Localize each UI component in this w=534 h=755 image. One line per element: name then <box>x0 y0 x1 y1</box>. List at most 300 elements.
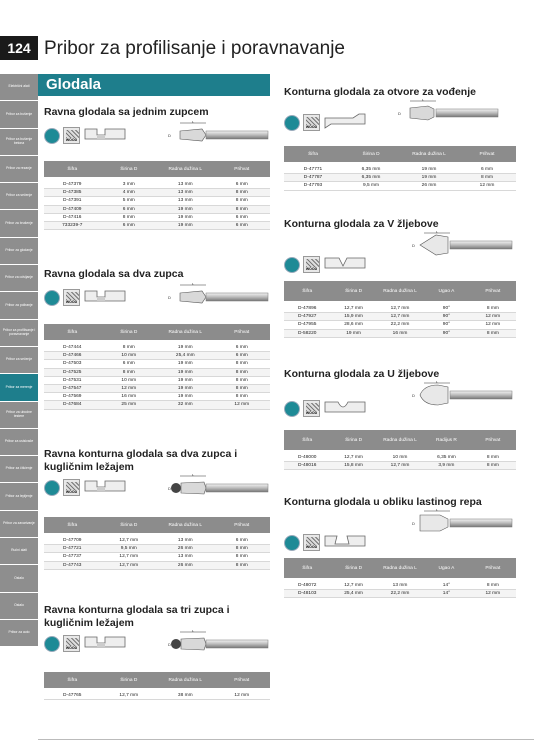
table-cell: D-48016 <box>298 463 317 469</box>
table-cell: 733239-7 <box>62 222 83 228</box>
table-cell: 12,7 mm <box>119 538 139 543</box>
column-header: Ugao A <box>438 288 455 294</box>
table-cell: 8 mm <box>122 345 135 350</box>
table-cell: D-47547 <box>63 385 82 391</box>
table-cell: 19 mm <box>177 385 193 391</box>
table-cell: 8 mm <box>235 198 248 204</box>
router-bit-icon <box>44 290 60 306</box>
wood-icon: WOOD <box>303 400 320 417</box>
router-bit-diagram <box>162 121 270 156</box>
profile-shape-icon <box>323 112 367 134</box>
table-cell: D-47896 <box>298 306 317 311</box>
router-bit-diagram <box>392 99 500 134</box>
table-body <box>44 344 270 410</box>
table-cell: 19 mm <box>177 361 193 367</box>
table-cell: 12,7 mm <box>119 562 139 568</box>
spec-table <box>44 161 270 230</box>
table-cell: 6 mm <box>235 182 248 187</box>
table-cell: D-47531 <box>63 377 82 383</box>
table-cell: 13 mm <box>177 182 193 187</box>
column-header: Širina D <box>345 288 363 294</box>
table-cell: 90° <box>442 314 451 320</box>
table-cell: 12,7 mm <box>344 455 363 460</box>
table-cell: 90° <box>442 306 451 311</box>
sidebar-tab[interactable]: Pribor za zavarivanje <box>0 511 38 538</box>
column-header: Radna dužina L <box>168 329 203 335</box>
table-row <box>44 562 270 570</box>
table-cell: 25,4 mm <box>175 353 195 359</box>
column-header: Širina D <box>120 677 138 683</box>
table-row <box>284 454 516 462</box>
table-cell: 8 mm <box>235 361 248 367</box>
table-cell: D-47379 <box>63 182 82 187</box>
section-banner: Glodala <box>38 74 270 96</box>
table-cell: D-47525 <box>63 369 82 375</box>
spec-table <box>284 146 516 191</box>
svg-text:L: L <box>436 509 439 512</box>
sidebar-tab[interactable]: Pribor za auto <box>0 620 38 647</box>
table-cell: 6 mm <box>235 538 248 543</box>
table-body <box>44 181 270 230</box>
table-cell: 14° <box>442 583 451 588</box>
svg-text:L: L <box>436 231 439 234</box>
table-cell: 8 mm <box>235 206 248 212</box>
table-cell: 12 mm <box>121 385 137 391</box>
table-cell: 32 mm <box>177 402 193 408</box>
table-cell: 22,2 mm <box>390 322 410 328</box>
table-row <box>44 553 270 561</box>
column-header: Šifra <box>302 288 313 294</box>
wood-icon: WOOD <box>303 534 320 551</box>
sidebar <box>0 74 38 647</box>
footer-divider <box>38 739 534 740</box>
router-bit-diagram <box>406 509 514 544</box>
svg-text:L: L <box>422 99 425 102</box>
sidebar-tab[interactable]: Pribor za profilisanje i poravnavanje <box>0 320 38 347</box>
table-row <box>44 369 270 377</box>
table-cell: D-47444 <box>63 345 82 350</box>
table-cell: D-47955 <box>298 322 317 328</box>
table-cell: 22,2 mm <box>390 591 410 597</box>
router-bit-diagram <box>406 231 514 266</box>
table-cell: D-47503 <box>63 361 82 367</box>
svg-text:D: D <box>412 243 415 248</box>
wood-icon: WOOD <box>63 479 80 496</box>
table-cell: 13 mm <box>177 554 193 560</box>
sidebar-tab[interactable]: Pribor za poliranje <box>0 292 38 319</box>
table-cell: 12 mm <box>234 402 250 408</box>
sidebar-tab[interactable]: Pribor za merenje <box>0 374 38 401</box>
table-body <box>44 537 270 570</box>
table-cell: 9,5 mm <box>120 546 137 552</box>
table-cell: D-47409 <box>63 206 82 212</box>
table-cell: 8 mm <box>486 330 499 336</box>
column-header: Radna dužina L <box>412 151 446 157</box>
table-cell: 6 mm <box>122 206 135 212</box>
table-cell: 8 mm <box>486 455 499 460</box>
router-bit-diagram <box>162 283 270 318</box>
table-cell: 19 mm <box>177 345 193 350</box>
table-cell: 6 mm <box>235 222 248 228</box>
spec-table <box>44 517 270 570</box>
column-header: Radijus R <box>436 437 457 443</box>
table-row <box>44 352 270 360</box>
router-bit-icon <box>44 480 60 496</box>
column-header: Širina D <box>120 522 138 528</box>
table-header <box>284 558 516 578</box>
table-cell: D-48072 <box>298 583 317 588</box>
table-cell: 8 mm <box>486 583 499 588</box>
sidebar-tab[interactable]: Pribor za ubodne testere <box>0 402 38 429</box>
table-cell: D-47466 <box>63 353 82 359</box>
sidebar-tab[interactable]: Ostalo <box>0 565 38 592</box>
table-cell: 25 mm <box>121 402 137 408</box>
sidebar-tab[interactable]: Električni alati <box>0 74 38 101</box>
table-cell: 16 mm <box>121 394 137 400</box>
table-row <box>44 214 270 222</box>
column-header: Šifra <box>67 677 78 683</box>
table-cell: 19 mm <box>177 206 193 212</box>
column-header: Radna dužina L <box>168 677 203 683</box>
column-header: Radna dužina L <box>383 288 417 294</box>
table-cell: 15,9 mm <box>344 314 363 320</box>
profile-shape-icon <box>323 532 367 554</box>
router-bit-diagram <box>162 630 270 665</box>
sidebar-tab[interactable]: Pribor za lepljenje <box>0 483 38 510</box>
spec-table <box>44 672 270 700</box>
column-header: Šifra <box>308 151 318 157</box>
column-header: Radna dužina L <box>168 522 203 528</box>
section-title: Konturna glodala za U žljebove <box>284 368 440 380</box>
column-header: Ugao A <box>438 565 455 571</box>
table-row <box>44 181 270 189</box>
svg-text:D: D <box>412 393 415 398</box>
table-cell: 19 mm <box>177 369 193 375</box>
table-cell: 12,7 mm <box>390 306 410 311</box>
table-cell: D-58220 <box>298 330 317 336</box>
sidebar-tab[interactable]: Pribor za rezanje <box>0 156 38 183</box>
table-cell: 8 mm <box>235 394 248 400</box>
table-cell: 5 mm <box>122 198 135 204</box>
table-body <box>284 582 516 598</box>
svg-text:D: D <box>168 642 171 647</box>
column-header: Šifra <box>302 565 313 571</box>
table-row <box>284 313 516 321</box>
table-cell: D-47684 <box>63 402 82 408</box>
svg-text:D: D <box>168 133 171 138</box>
table-cell: 8 mm <box>235 385 248 391</box>
section-title: Ravna konturna glodala sa tri zupca i kugličnim ležajem <box>44 604 230 629</box>
sidebar-tab[interactable]: Ostalo <box>0 593 38 620</box>
column-header: Šifra <box>67 522 78 528</box>
router-bit-icon <box>44 636 60 652</box>
table-cell: 6 mm <box>235 214 248 220</box>
page-number: 124 <box>0 36 38 60</box>
column-header: Širina D <box>345 437 363 443</box>
table-cell: 6 mm <box>481 167 493 172</box>
table-row <box>284 330 516 338</box>
table-row <box>44 537 270 545</box>
table-row <box>284 174 516 182</box>
router-bit-diagram <box>406 381 514 416</box>
table-cell: 12 mm <box>485 322 501 328</box>
table-cell: 26 mm <box>177 562 193 568</box>
table-cell: 3 mm <box>122 182 135 187</box>
table-row <box>284 321 516 329</box>
table-cell: D-47569 <box>63 394 82 400</box>
sidebar-tab[interactable]: Pribor za bušenje betona <box>0 129 38 156</box>
product-section <box>44 268 270 408</box>
table-cell: 26 mm <box>177 546 193 552</box>
table-cell: 9,5 mm <box>363 183 379 189</box>
table-row <box>284 166 516 174</box>
table-cell: 19 mm <box>177 394 193 400</box>
wood-icon: WOOD <box>303 114 320 131</box>
svg-text:L: L <box>192 283 195 286</box>
table-row <box>44 360 270 368</box>
table-cell: 13 mm <box>392 583 408 588</box>
profile-shape-icon <box>83 477 127 499</box>
table-header <box>284 430 516 450</box>
product-section <box>284 496 516 597</box>
column-header: Prihvat <box>234 677 250 683</box>
column-header: Radna dužina L <box>383 437 417 443</box>
table-cell: 12,7 mm <box>390 314 410 320</box>
column-header: Širina D <box>120 329 138 335</box>
table-cell: D-47787 <box>303 175 323 181</box>
table-row <box>44 189 270 197</box>
sidebar-tab[interactable]: Pribor za usisivače <box>0 429 38 456</box>
table-cell: D-47391 <box>63 198 82 204</box>
table-cell: 8 mm <box>122 214 135 220</box>
table-cell: 12,7 mm <box>119 693 139 698</box>
svg-text:L: L <box>436 381 439 384</box>
table-cell: 8 mm <box>235 562 248 568</box>
column-header: Širina D <box>362 151 380 157</box>
table-cell: D-48000 <box>298 455 317 460</box>
product-section <box>284 368 516 469</box>
table-cell: 8 mm <box>235 369 248 375</box>
table-body <box>284 305 516 338</box>
profile-shape-icon <box>83 287 127 309</box>
column-header: Širina D <box>345 565 363 571</box>
table-cell: D-47737 <box>63 554 82 560</box>
column-header: Šifra <box>67 166 78 172</box>
svg-text:D: D <box>168 295 171 300</box>
table-cell: 12 mm <box>479 183 495 189</box>
table-body <box>284 166 516 191</box>
table-cell: 12 mm <box>485 314 501 320</box>
table-cell: 8 mm <box>235 546 248 552</box>
section-title: Konturna glodala u obliku lastinog repa <box>284 496 482 508</box>
column-header: Prihvat <box>485 565 501 571</box>
sidebar-tab[interactable]: Pribor za odvijanje <box>0 265 38 292</box>
table-row <box>284 305 516 313</box>
table-cell: 16 mm <box>392 330 408 336</box>
column-header: Prihvat <box>234 329 250 335</box>
table-row <box>44 401 270 409</box>
table-cell: 6 mm <box>122 361 135 367</box>
table-cell: 10 mm <box>121 353 137 359</box>
table-row <box>44 385 270 393</box>
table-cell: 8 mm <box>486 463 499 469</box>
wood-icon: WOOD <box>303 256 320 273</box>
router-bit-icon <box>284 115 300 131</box>
page-title: Pribor za profilisanje i poravnavanje <box>44 38 345 59</box>
spec-table <box>284 281 516 338</box>
table-cell: D-48103 <box>298 591 317 597</box>
column-header: Širina D <box>120 166 138 172</box>
spec-table <box>284 430 516 470</box>
column-header: Radna dužina L <box>168 166 203 172</box>
table-cell: 8 mm <box>122 369 135 375</box>
table-cell: 12,7 mm <box>344 306 363 311</box>
profile-shape-icon <box>83 633 127 655</box>
sidebar-tab[interactable]: Pribor za brušenje <box>0 210 38 237</box>
table-header <box>44 161 270 177</box>
table-cell: 10 mm <box>121 377 137 383</box>
table-cell: 19 mm <box>346 330 361 336</box>
table-cell: 8 mm <box>235 190 248 196</box>
table-row <box>44 545 270 553</box>
column-header: Šifra <box>67 329 78 335</box>
column-header: Prihvat <box>479 151 495 157</box>
table-cell: 19 mm <box>421 175 437 181</box>
table-row <box>284 590 516 598</box>
table-cell: 15,8 mm <box>344 463 363 469</box>
sidebar-tab[interactable]: Pribor za sečenje <box>0 347 38 374</box>
product-section <box>284 86 516 189</box>
wood-icon: WOOD <box>63 127 80 144</box>
table-cell: 3,9 mm <box>438 463 455 469</box>
table-cell: D-47721 <box>63 546 82 552</box>
spec-table <box>44 324 270 410</box>
table-cell: D-47793 <box>303 183 323 189</box>
router-bit-icon <box>284 401 300 417</box>
column-header: Prihvat <box>234 522 250 528</box>
table-cell: 10 mm <box>392 455 408 460</box>
svg-text:D: D <box>168 486 171 491</box>
table-cell: 14° <box>442 591 451 597</box>
table-cell: 13 mm <box>177 190 193 196</box>
column-header: Šifra <box>302 437 313 443</box>
table-cell: 25,4 mm <box>344 591 363 597</box>
table-cell: 12,7 mm <box>390 463 410 469</box>
column-header: Radna dužina L <box>383 565 417 571</box>
table-cell: 12 mm <box>485 591 501 597</box>
table-cell: 12 mm <box>234 693 250 698</box>
column-header: Prihvat <box>234 166 250 172</box>
column-header: Prihvat <box>485 437 501 443</box>
sidebar-tab[interactable]: Ručni alati <box>0 538 38 565</box>
product-section <box>44 448 270 568</box>
profile-shape-icon <box>323 398 367 420</box>
table-row <box>284 582 516 590</box>
table-row <box>44 692 270 700</box>
table-cell: 12,7 mm <box>119 554 139 560</box>
table-cell: 8 mm <box>486 306 499 311</box>
table-cell: 8 mm <box>481 175 493 181</box>
sidebar-tab[interactable]: Pribor za bušenje <box>0 101 38 128</box>
wood-icon: WOOD <box>63 635 80 652</box>
product-section <box>284 218 516 336</box>
table-row <box>44 393 270 401</box>
table-cell: D-47743 <box>63 562 82 568</box>
table-row <box>44 377 270 385</box>
table-cell: 6,35 mm <box>437 455 456 460</box>
table-header <box>44 324 270 340</box>
table-cell: 13 mm <box>177 198 193 204</box>
table-cell: D-47416 <box>63 214 82 220</box>
table-cell: D-47927 <box>298 314 317 320</box>
table-cell: D-47709 <box>63 538 82 543</box>
table-cell: 8 mm <box>235 377 248 383</box>
sidebar-tab[interactable]: Pribor za glodanje <box>0 238 38 265</box>
section-title: Ravna glodala sa dva zupca <box>44 268 184 280</box>
table-cell: 38 mm <box>177 693 193 698</box>
table-row <box>44 222 270 230</box>
svg-text:L: L <box>192 630 195 633</box>
table-cell: 19 mm <box>177 222 193 228</box>
product-section <box>44 106 270 228</box>
profile-shape-icon <box>323 254 367 276</box>
table-cell: 6,35 mm <box>361 167 381 172</box>
table-header <box>284 146 516 162</box>
svg-text:L: L <box>192 474 195 477</box>
svg-text:L: L <box>192 121 195 124</box>
table-header <box>44 672 270 688</box>
table-cell: 90° <box>442 322 451 328</box>
table-cell: D-47385 <box>63 190 82 196</box>
table-cell: 8 mm <box>235 554 248 560</box>
table-cell: 28,6 mm <box>344 322 363 328</box>
spec-table <box>284 558 516 598</box>
table-cell: D-47771 <box>303 167 323 172</box>
table-row <box>44 206 270 214</box>
table-row <box>44 197 270 205</box>
section-title: Ravna glodala sa jednim zupcem <box>44 106 209 118</box>
sidebar-tab[interactable]: Pribor za sečenje <box>0 183 38 210</box>
svg-text:D: D <box>412 521 415 526</box>
table-cell: 26 mm <box>421 183 437 189</box>
table-row <box>284 462 516 470</box>
section-title: Konturna glodala za V žljebove <box>284 218 439 230</box>
router-bit-icon <box>284 535 300 551</box>
table-cell: 19 mm <box>177 214 193 220</box>
section-title: Konturna glodala za otvore za vođenje <box>284 86 476 98</box>
table-cell: 6 mm <box>235 345 248 350</box>
table-cell: 19 mm <box>177 377 193 383</box>
table-cell: 4 mm <box>122 190 135 196</box>
router-bit-icon <box>44 128 60 144</box>
table-cell: 6 mm <box>122 222 135 228</box>
table-header <box>44 517 270 533</box>
table-row <box>44 344 270 352</box>
router-bit-icon <box>284 257 300 273</box>
profile-shape-icon <box>83 125 127 147</box>
table-body <box>44 692 270 700</box>
table-cell: 19 mm <box>421 167 437 172</box>
product-section <box>44 604 270 698</box>
table-cell: D-47765 <box>63 693 82 698</box>
sidebar-tab[interactable]: Pribor za čišćenje <box>0 456 38 483</box>
table-cell: 6 mm <box>235 353 248 359</box>
router-bit-diagram <box>162 474 270 509</box>
svg-text:D: D <box>398 111 401 116</box>
column-header: Prihvat <box>485 288 501 294</box>
wood-icon: WOOD <box>63 289 80 306</box>
table-body <box>284 454 516 470</box>
